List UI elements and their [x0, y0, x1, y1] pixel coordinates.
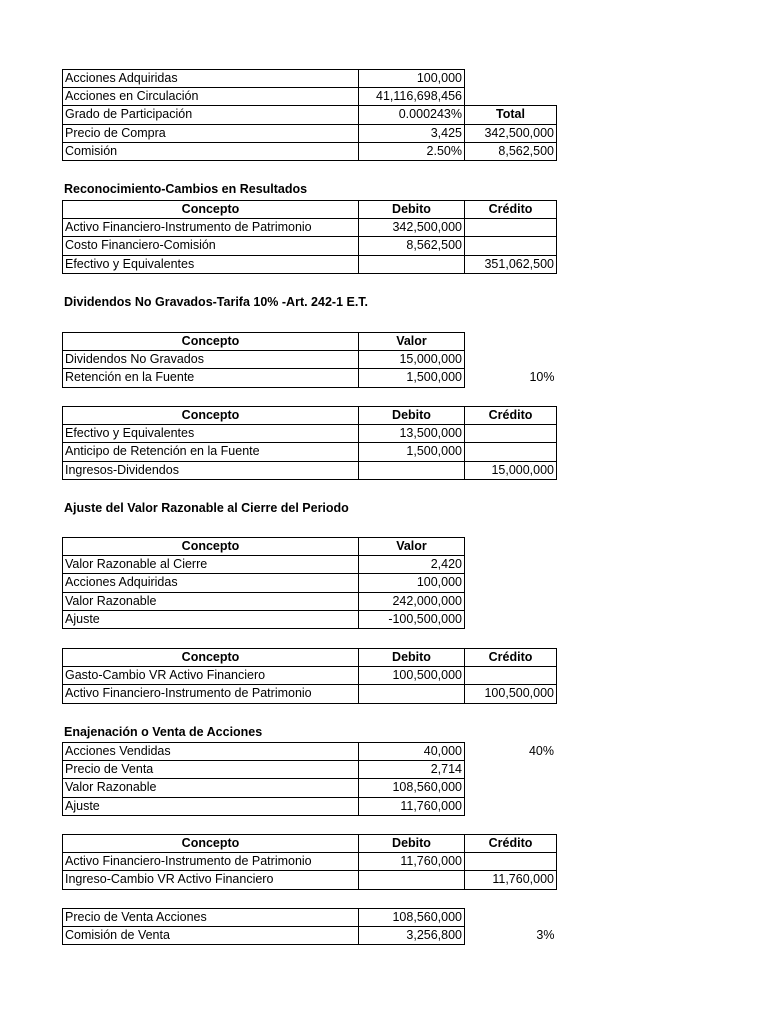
header-debito: Debito — [359, 407, 465, 425]
cell-concepto: Comisión de Venta — [63, 927, 359, 945]
table-row — [63, 88, 557, 106]
cell-valor: 11,760,000 — [359, 797, 465, 815]
section-title-dividendos: Dividendos No Gravados-Tarifa 10% -Art. 242-1 E.T. — [64, 295, 369, 309]
table-row — [63, 853, 557, 871]
cell-credito: 15,000,000 — [465, 461, 557, 479]
cell-debito — [359, 871, 465, 889]
sale-table — [62, 742, 557, 816]
cell-concepto: Retención en la Fuente — [63, 369, 359, 387]
cell-debito — [359, 685, 465, 703]
header-credito: Crédito — [465, 201, 557, 219]
table-row — [63, 142, 557, 160]
table-row — [63, 574, 465, 592]
cell-valor: 2,420 — [359, 556, 465, 574]
header-debito: Debito — [359, 835, 465, 853]
cell-concepto: Dividendos No Gravados — [63, 351, 359, 369]
cell-valor: -100,500,000 — [359, 610, 465, 628]
header-credito: Crédito — [465, 835, 557, 853]
cell-debito: 8,562,500 — [359, 237, 465, 255]
header-debito: Debito — [359, 201, 465, 219]
cell-concepto: Acciones Adquiridas — [63, 574, 359, 592]
cell-concepto: Ajuste — [63, 797, 359, 815]
cell-concepto: Valor Razonable — [63, 779, 359, 797]
cell-valor: 1,500,000 — [359, 369, 465, 387]
cell-valor: 2,714 — [359, 761, 465, 779]
table-row — [63, 106, 557, 124]
cell-percent — [465, 761, 557, 779]
cell-percent: 40% — [528, 744, 554, 759]
header-concepto: Concepto — [63, 538, 359, 556]
cell-concepto: Efectivo y Equivalentes — [63, 425, 359, 443]
table-row — [63, 610, 465, 628]
sale-price-table — [62, 908, 557, 945]
cell-concepto: Ajuste — [63, 610, 359, 628]
section-title-ajuste: Ajuste del Valor Razonable al Cierre del Periodo — [64, 501, 349, 515]
header-debito: Debito — [359, 649, 465, 667]
cell-debito: 13,500,000 — [359, 425, 465, 443]
cell-concepto: Ingresos-Dividendos — [63, 461, 359, 479]
cell-label: Acciones Adquiridas — [63, 70, 359, 88]
sale-journal-table — [62, 834, 557, 890]
fair-value-journal-table — [62, 648, 557, 704]
cell-value: 2.50% — [359, 142, 465, 160]
table-row — [63, 237, 557, 255]
cell-valor: 100,000 — [359, 574, 465, 592]
table-row — [63, 369, 557, 387]
cell-percent — [465, 797, 557, 815]
cell-value: 100,000 — [359, 70, 465, 88]
table-row — [63, 124, 557, 142]
cell-value: 3,425 — [359, 124, 465, 142]
header-concepto: Concepto — [63, 835, 359, 853]
header-concepto: Concepto — [63, 407, 359, 425]
cell-percent — [465, 909, 557, 927]
dividends-table — [62, 332, 557, 388]
table-row — [63, 443, 557, 461]
cell-label: Acciones en Circulación — [63, 88, 359, 106]
cell-concepto: Valor Razonable al Cierre — [63, 556, 359, 574]
header-row — [63, 407, 557, 425]
section-title-venta: Enajenación o Venta de Acciones — [64, 725, 263, 739]
cell-credito — [465, 219, 557, 237]
cell-credito — [465, 853, 557, 871]
recognition-journal-table — [62, 200, 557, 274]
header-concepto: Concepto — [63, 649, 359, 667]
cell-concepto: Activo Financiero-Instrumento de Patrimonio — [63, 685, 359, 703]
table-row — [63, 667, 557, 685]
cell-total: 8,562,500 — [465, 142, 557, 160]
cell-valor: 108,560,000 — [359, 779, 465, 797]
header-valor: Valor — [359, 333, 465, 351]
table-row — [63, 255, 557, 273]
header-concepto: Concepto — [63, 201, 359, 219]
cell-value: 41,116,698,456 — [359, 88, 465, 106]
cell-credito — [465, 237, 557, 255]
table-row — [63, 461, 557, 479]
table-row — [63, 425, 557, 443]
cell-rate — [465, 351, 557, 369]
empty-cell — [465, 333, 557, 351]
table-row — [63, 909, 557, 927]
dividends-journal-table — [62, 406, 557, 480]
total-header: Total — [465, 106, 557, 124]
cell-debito: 11,760,000 — [359, 853, 465, 871]
cell-concepto: Anticipo de Retención en la Fuente — [63, 443, 359, 461]
table-row — [63, 743, 557, 761]
cell-debito: 1,500,000 — [359, 443, 465, 461]
cell-concepto: Precio de Venta Acciones — [63, 909, 359, 927]
table-row — [63, 685, 557, 703]
table-row — [63, 927, 557, 945]
table-row — [63, 761, 557, 779]
header-row — [63, 333, 557, 351]
cell-valor: 15,000,000 — [359, 351, 465, 369]
cell-credito: 100,500,000 — [465, 685, 557, 703]
cell-concepto: Activo Financiero-Instrumento de Patrimonio — [63, 219, 359, 237]
table-row — [63, 592, 465, 610]
cell-valor: 3,256,800 — [359, 927, 465, 945]
header-credito: Crédito — [465, 407, 557, 425]
cell-valor: 40,000 — [359, 743, 465, 761]
cell-credito: 351,062,500 — [465, 255, 557, 273]
table-row — [63, 219, 557, 237]
cell-debito — [359, 255, 465, 273]
cell-percent — [465, 779, 557, 797]
header-row — [63, 538, 465, 556]
cell-debito: 100,500,000 — [359, 667, 465, 685]
table-row — [63, 871, 557, 889]
fair-value-table — [62, 537, 465, 629]
cell-credito — [465, 667, 557, 685]
table-row — [63, 351, 557, 369]
cell-credito: 11,760,000 — [465, 871, 557, 889]
header-concepto: Concepto — [63, 333, 359, 351]
cell-concepto: Ingreso-Cambio VR Activo Financiero — [63, 871, 359, 889]
cell-percent: 3% — [536, 928, 555, 943]
table-row — [63, 779, 557, 797]
cell-concepto: Gasto-Cambio VR Activo Financiero — [63, 667, 359, 685]
cell-concepto: Costo Financiero-Comisión — [63, 237, 359, 255]
cell-concepto: Acciones Vendidas — [63, 743, 359, 761]
cell-valor: 108,560,000 — [359, 909, 465, 927]
section-title-reconocimiento: Reconocimiento-Cambios en Resultados — [64, 182, 308, 196]
table-row — [63, 556, 465, 574]
header-row — [63, 649, 557, 667]
purchase-table — [62, 69, 557, 161]
cell-label: Comisión — [63, 142, 359, 160]
cell-total: 342,500,000 — [465, 124, 557, 142]
cell-rate: 10% — [529, 370, 555, 385]
cell-label: Grado de Participación — [63, 106, 359, 124]
cell-extra — [465, 88, 557, 106]
cell-concepto: Activo Financiero-Instrumento de Patrimonio — [63, 853, 359, 871]
cell-concepto: Precio de Venta — [63, 761, 359, 779]
cell-debito: 342,500,000 — [359, 219, 465, 237]
header-row — [63, 201, 557, 219]
table-row — [63, 70, 557, 88]
header-valor: Valor — [359, 538, 465, 556]
cell-concepto: Valor Razonable — [63, 592, 359, 610]
cell-valor: 242,000,000 — [359, 592, 465, 610]
header-row — [63, 835, 557, 853]
table-row — [63, 797, 557, 815]
cell-credito — [465, 425, 557, 443]
cell-label: Precio de Compra — [63, 124, 359, 142]
cell-extra — [465, 70, 557, 88]
cell-credito — [465, 443, 557, 461]
cell-value: 0.000243% — [359, 106, 465, 124]
header-credito: Crédito — [465, 649, 557, 667]
cell-debito — [359, 461, 465, 479]
cell-concepto: Efectivo y Equivalentes — [63, 255, 359, 273]
